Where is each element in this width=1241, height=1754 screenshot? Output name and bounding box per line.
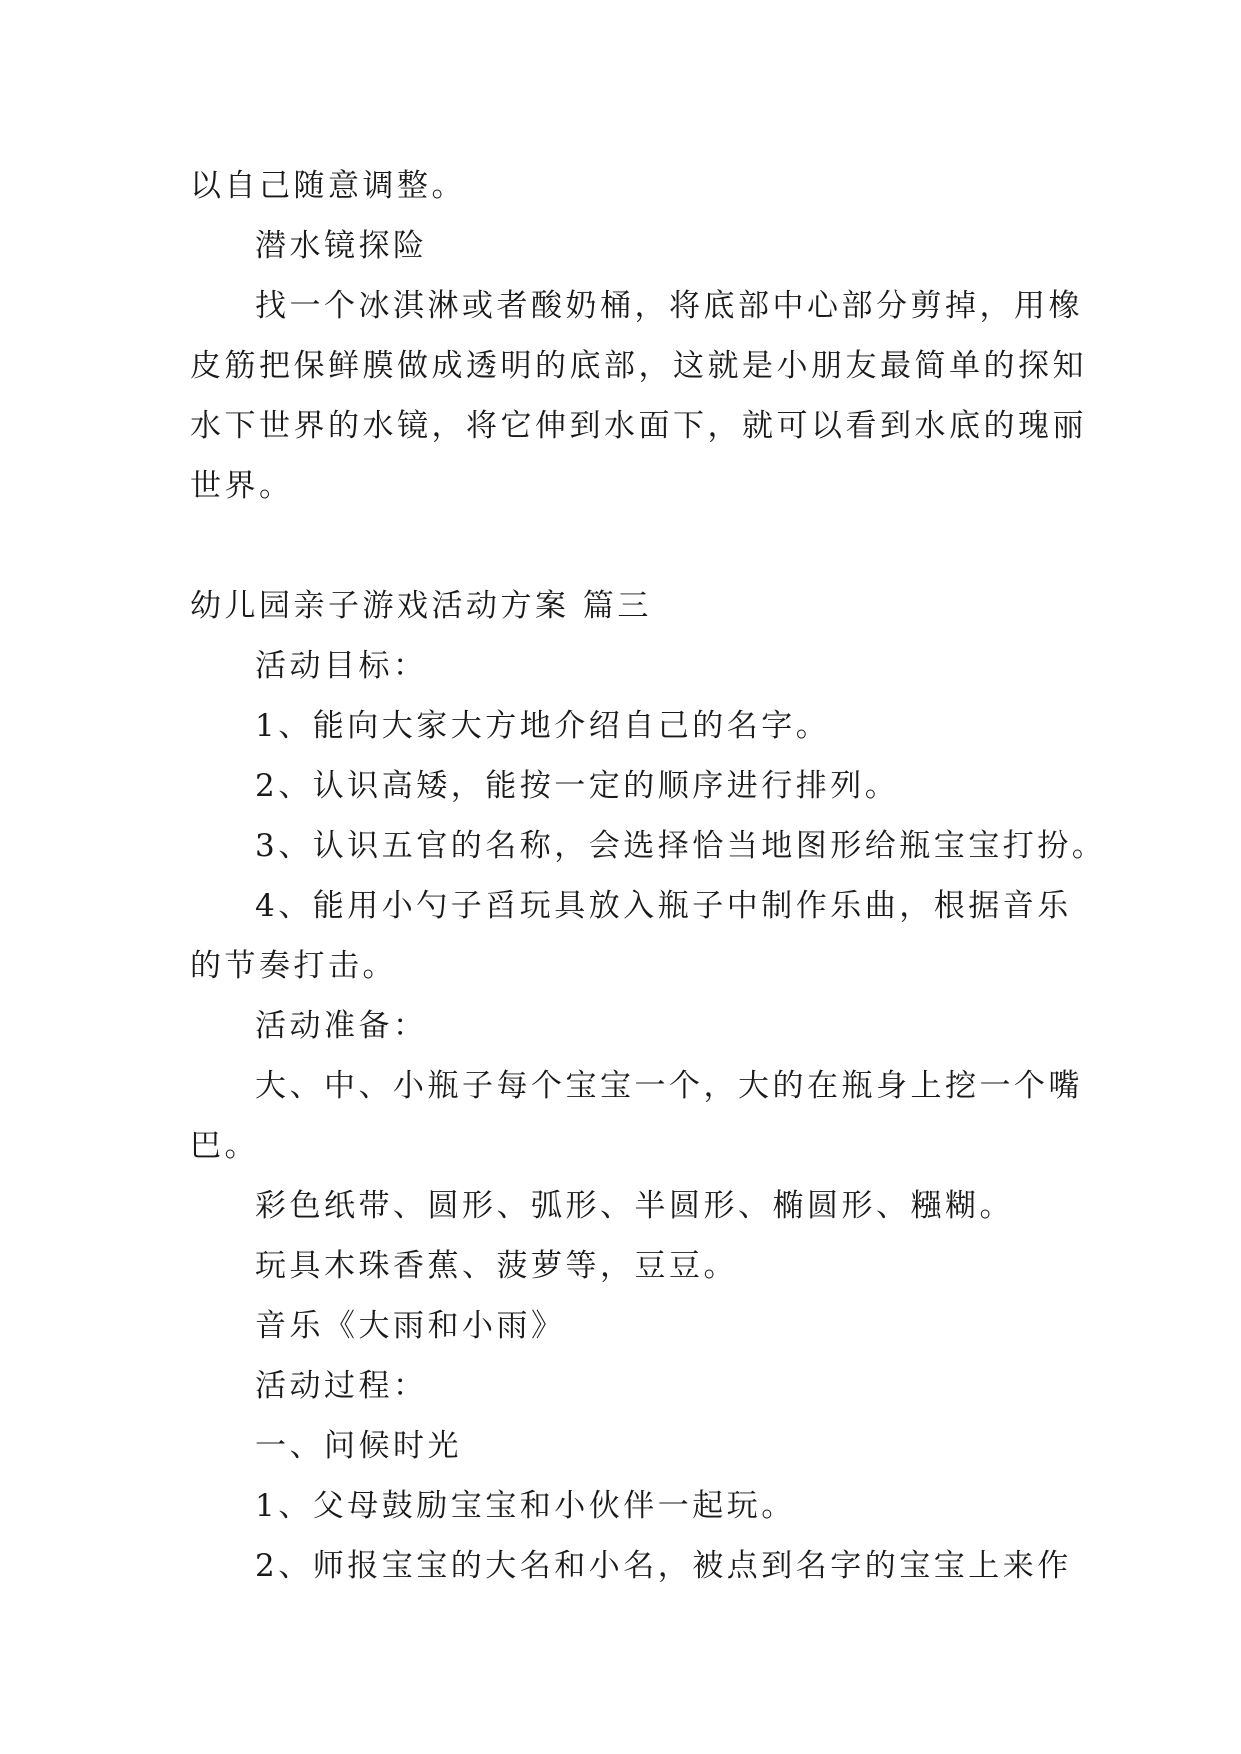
section-heading: 潜水镜探险 <box>255 228 428 264</box>
document-title: 幼儿园亲子游戏活动方案 篇三 <box>190 588 652 624</box>
section-heading: 活动目标： <box>255 648 428 684</box>
list-item: 3、认识五官的名称，会选择恰当地图形给瓶宝宝打扮。 <box>255 828 1107 864</box>
paragraph-line: 找一个冰淇淋或者酸奶桶，将底部中心部分剪掉，用橡 <box>255 288 1083 324</box>
paragraph-line: 巴。 <box>190 1128 259 1164</box>
paragraph-line: 以自己随意调整。 <box>190 168 466 204</box>
paragraph-line: 玩具木珠香蕉、菠萝等，豆豆。 <box>255 1248 738 1284</box>
list-item: 2、师报宝宝的大名和小名，被点到名字的宝宝上来作 <box>255 1548 1072 1584</box>
list-item: 4、能用小勺子舀玩具放入瓶子中制作乐曲，根据音乐 <box>255 888 1072 924</box>
list-item: 2、认识高矮，能按一定的顺序进行排列。 <box>255 768 900 804</box>
paragraph-line: 的节奏打击。 <box>190 948 397 984</box>
paragraph-line: 音乐《大雨和小雨》 <box>255 1308 566 1344</box>
paragraph-line: 皮筋把保鲜膜做成透明的底部，这就是小朋友最简单的探知 <box>190 348 1087 384</box>
list-item: 1、能向大家大方地介绍自己的名字。 <box>255 708 831 744</box>
list-item: 1、父母鼓励宝宝和小伙伴一起玩。 <box>255 1488 796 1524</box>
section-heading: 活动准备： <box>255 1008 428 1044</box>
section-heading: 活动过程： <box>255 1368 428 1404</box>
section-heading: 一、问候时光 <box>255 1428 462 1464</box>
paragraph-line: 水下世界的水镜，将它伸到水面下，就可以看到水底的瑰丽 <box>190 408 1087 444</box>
paragraph-line: 大、中、小瓶子每个宝宝一个，大的在瓶身上挖一个嘴 <box>255 1068 1083 1104</box>
paragraph-line: 彩色纸带、圆形、弧形、半圆形、椭圆形、糨糊。 <box>255 1188 1014 1224</box>
paragraph-line: 世界。 <box>190 468 294 504</box>
